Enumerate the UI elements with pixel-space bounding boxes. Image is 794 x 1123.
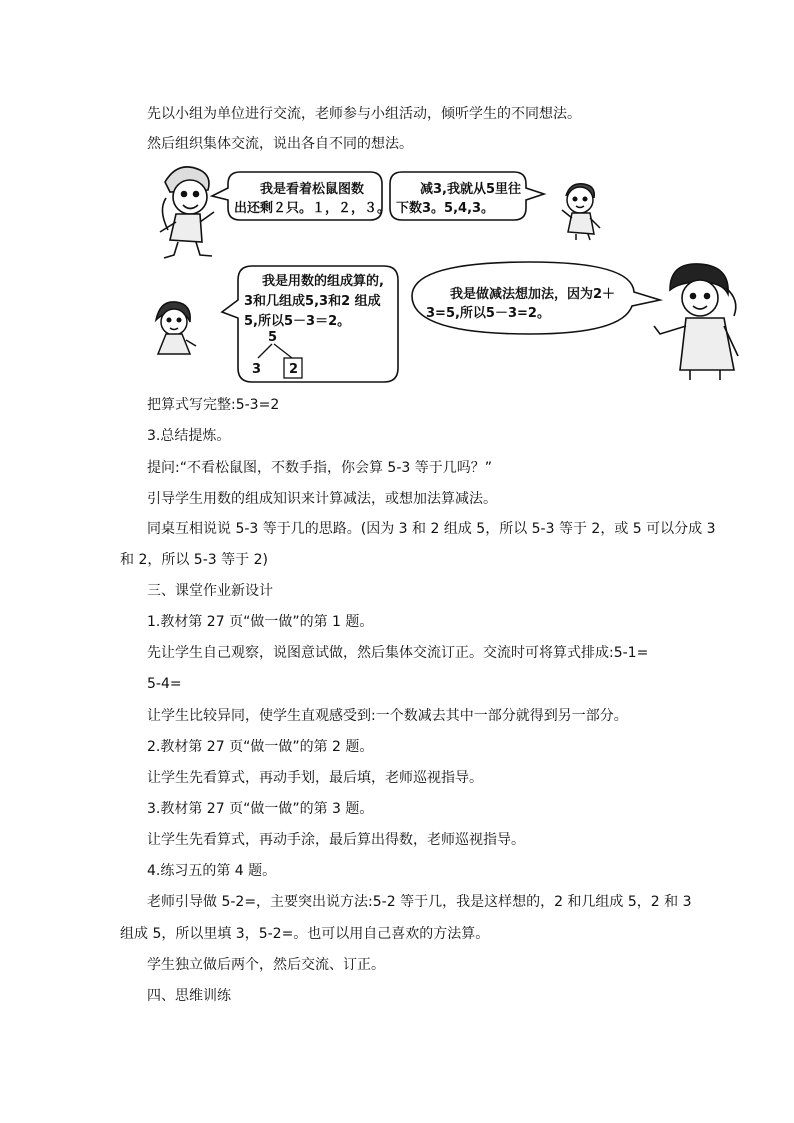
body-paragraph-8: 先让学生自己观察，说图意试做，然后集体交流订正。交流时可将算式排成:5-1= bbox=[147, 645, 649, 661]
bubble-composition-line-3: 5,所以5－3＝2。 bbox=[244, 314, 351, 329]
body-paragraph-14: 让学生先看算式，再动手涂，最后算出得数，老师巡视指导。 bbox=[147, 832, 525, 848]
bubble-squirrel-line-2: 出还剩２只。１，２，３。 bbox=[234, 201, 391, 216]
body-paragraph-4: 引导学生用数的组成知识来计算减法，或想加法算减法。 bbox=[147, 491, 497, 507]
body-paragraph-12: 让学生先看算式，再动手划，最后填，老师巡视指导。 bbox=[147, 770, 483, 786]
bubble-addition-line-2: 3=5,所以5－3=2。 bbox=[426, 306, 550, 321]
small-boy-icon bbox=[562, 184, 600, 240]
bubble-subtract-line-2: 下数3。5,4,3。 bbox=[396, 201, 495, 216]
bubble-composition-line-2: 3和几组成5,3和2 组成 bbox=[244, 294, 381, 309]
body-paragraph-15: 4.练习五的第 4 题。 bbox=[147, 863, 277, 879]
body-paragraph-11: 2.教材第 27 页“做一做”的第 2 题。 bbox=[147, 739, 374, 755]
body-paragraph-17: 学生独立做后两个，然后交流、订正。 bbox=[147, 957, 385, 973]
bubble-composition-line-1: 我是用数的组成算的, bbox=[262, 274, 384, 289]
girl-left-icon bbox=[156, 302, 196, 354]
section-heading-thinking: 四、思维训练 bbox=[147, 988, 231, 1004]
tree-top-number: 5 bbox=[268, 330, 278, 345]
section-heading-summary: 3.总结提炼。 bbox=[147, 428, 231, 444]
girl-right-icon bbox=[654, 264, 738, 380]
tree-right-number: 2 bbox=[289, 362, 299, 377]
intro-line-2: 然后组织集体交流，说出各自不同的想法。 bbox=[147, 136, 413, 152]
body-paragraph-1: 把算式写完整:5-3=2 bbox=[147, 397, 280, 413]
section-heading-homework: 三、课堂作业新设计 bbox=[147, 583, 273, 599]
body-paragraph-16a: 老师引导做 5-2=，主要突出说方法:5-2 等于几，我是这样想的，2 和几组成 5，2 和 3 bbox=[147, 894, 692, 910]
tree-left-number: 3 bbox=[252, 362, 262, 377]
body-paragraph-5b: 和 2，所以 5-3 等于 2) bbox=[120, 552, 268, 568]
body-paragraph-3: 提问:“不看松鼠图，不数手指，你会算 5-3 等于几吗？” bbox=[147, 460, 492, 476]
bubble-addition-line-1: 我是做减法想加法，因为2＋ bbox=[450, 287, 616, 302]
body-paragraph-16b: 组成 5，所以里填 3，5-2=。也可以用自己喜欢的方法算。 bbox=[120, 926, 490, 942]
body-paragraph-5a: 同桌互相说说 5-3 等于几的思路。(因为 3 和 2 组成 5，所以 5-3 等于 2，或 5 可以分成 3 bbox=[147, 521, 716, 537]
intro-line-1: 先以小组为单位进行交流，老师参与小组活动，倾听学生的不同想法。 bbox=[147, 106, 581, 122]
body-paragraph-9: 5-4= bbox=[147, 676, 182, 692]
boy-with-cap-icon bbox=[160, 167, 214, 258]
body-paragraph-13: 3.教材第 27 页“做一做”的第 3 题。 bbox=[147, 801, 374, 817]
body-paragraph-10: 让学生比较异同，使学生直观感受到:一个数减去其中一部分就得到另一部分。 bbox=[147, 708, 628, 724]
bubble-subtract-line-1: 减3,我就从5里往 bbox=[420, 182, 522, 197]
bubble-squirrel-line-1: 我是看着松鼠图数 bbox=[260, 182, 365, 197]
body-paragraph-7: 1.教材第 27 页“做一做”的第 1 题。 bbox=[147, 614, 374, 630]
